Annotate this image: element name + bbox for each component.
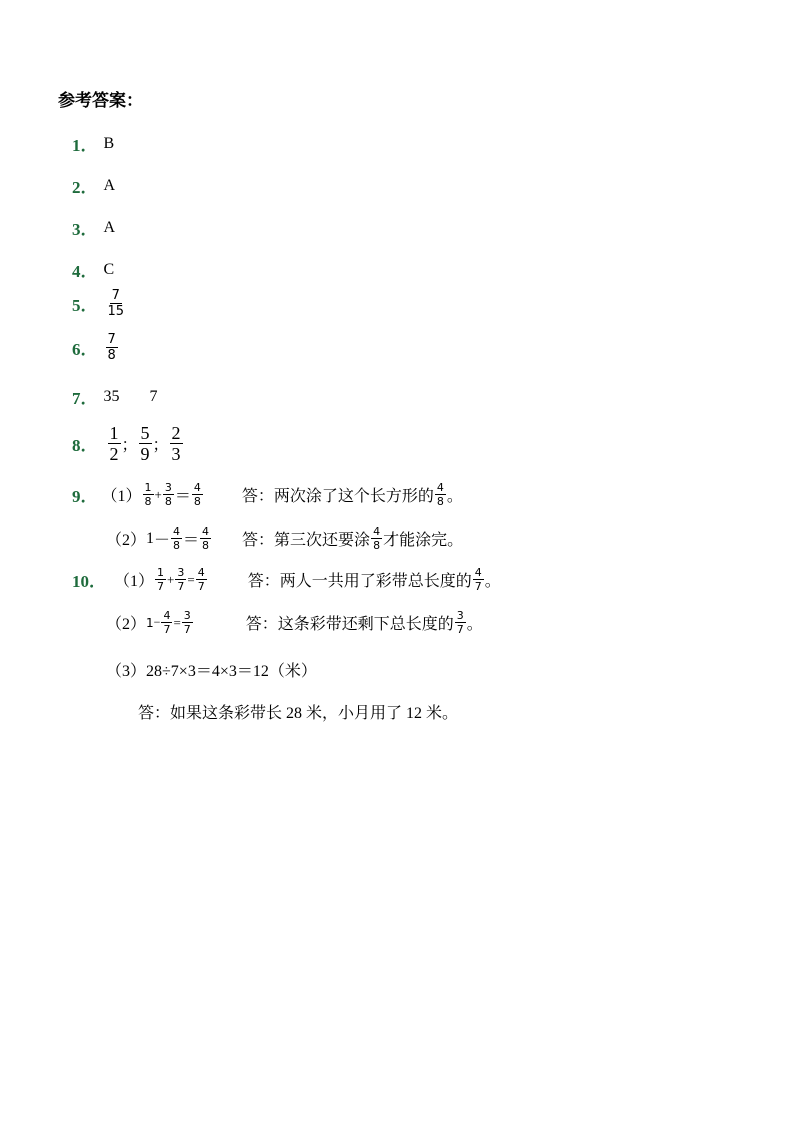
answer-7 — [72, 384, 158, 409]
answer-sentence: 答：第三次还要涂 $\frac{4}{8}$ 才能涂完。 — [242, 525, 464, 552]
answer-10-part-3 — [106, 658, 317, 681]
part-label: （1） — [101, 488, 142, 505]
separator: ； — [121, 437, 138, 454]
answer-value: A — [103, 218, 116, 236]
operator: － — [154, 532, 171, 549]
equals-sign: ＝ — [174, 488, 191, 505]
item-number: 10． — [72, 572, 106, 591]
fraction: $\frac{4}{8}$ — [202, 525, 210, 552]
fraction: $\frac{1}{7}$ — [157, 566, 165, 593]
number: 1 — [146, 529, 155, 547]
answer-value: 7 — [149, 387, 158, 405]
part-label: （2） — [106, 616, 147, 633]
answer-8 — [72, 424, 184, 463]
item-number: 8． — [72, 436, 98, 455]
fraction: $\frac{2}{3}$ — [171, 423, 181, 464]
fraction: $\frac{7}{8}$ — [107, 332, 116, 363]
fraction: $\frac{4}{8}$ — [193, 481, 201, 508]
answer-value: 35 — [103, 387, 120, 405]
number: 1 — [146, 615, 154, 630]
answer-sentence: 答：两人一共用了彩带总长度的 $\frac{4}{7}$ 。 — [247, 566, 501, 593]
answer-value: C — [103, 260, 115, 278]
operator: + — [167, 571, 175, 587]
item-number: 3． — [72, 220, 98, 239]
item-number: 2． — [72, 178, 98, 197]
fraction: $\frac{5}{9}$ — [140, 423, 150, 464]
fraction: $\frac{3}{7}$ — [456, 609, 464, 636]
answer-9-part-1 — [72, 482, 463, 507]
answer-10-part-2 — [106, 610, 483, 635]
answer-1 — [72, 131, 114, 156]
part-label: （1） — [114, 573, 155, 590]
fraction: $\frac{4}{7}$ — [197, 566, 205, 593]
answer-5 — [72, 289, 127, 318]
page-title: 参考答案： — [58, 91, 143, 111]
answer-3 — [72, 215, 115, 240]
equals-sign: = — [173, 614, 181, 630]
part-label: （2） — [106, 532, 147, 549]
fraction: $\frac{7}{15}$ — [107, 288, 125, 319]
answer-10-part-1 — [72, 567, 501, 592]
answer-10-final — [138, 700, 458, 723]
fraction: $\frac{4}{8}$ — [373, 525, 381, 552]
answer-sentence: 答：这条彩带还剩下总长度的 $\frac{3}{7}$ 。 — [245, 609, 483, 636]
fraction: $\frac{4}{8}$ — [436, 481, 444, 508]
item-number: 9． — [72, 487, 98, 506]
item-number: 4． — [72, 262, 98, 281]
item-number: 6． — [72, 340, 98, 359]
answer-value: B — [103, 134, 115, 152]
fraction: $\frac{3}{8}$ — [164, 481, 172, 508]
calculation: 28÷7×3＝4×3＝12（米） — [146, 663, 317, 680]
answer-value: A — [103, 176, 116, 194]
answer-9-part-2 — [106, 526, 463, 551]
fraction: $\frac{3}{7}$ — [183, 609, 191, 636]
equals-sign: = — [187, 571, 195, 587]
fraction: $\frac{4}{8}$ — [173, 525, 181, 552]
part-label: （3） — [106, 663, 147, 680]
item-number: 1． — [72, 136, 98, 155]
answer-4 — [72, 257, 114, 282]
fraction: $\frac{4}{7}$ — [474, 566, 482, 593]
fraction: $\frac{4}{7}$ — [163, 609, 171, 636]
fraction: $\frac{1}{8}$ — [144, 481, 152, 508]
separator: ； — [152, 437, 169, 454]
answer-sentence: 答：如果这条彩带长 28 米，小月用了 12 米。 — [138, 705, 459, 722]
item-number: 7． — [72, 389, 98, 408]
operator: + — [154, 486, 162, 502]
answer-2 — [72, 173, 115, 198]
answer-6 — [72, 333, 119, 362]
fraction: $\frac{3}{7}$ — [177, 566, 185, 593]
equals-sign: ＝ — [183, 532, 200, 549]
answer-sentence: 答：两次涂了这个长方形的 $\frac{4}{8}$ 。 — [241, 481, 463, 508]
fraction: $\frac{1}{2}$ — [109, 423, 119, 464]
item-number: 5． — [72, 296, 98, 315]
operator: − — [153, 615, 161, 629]
